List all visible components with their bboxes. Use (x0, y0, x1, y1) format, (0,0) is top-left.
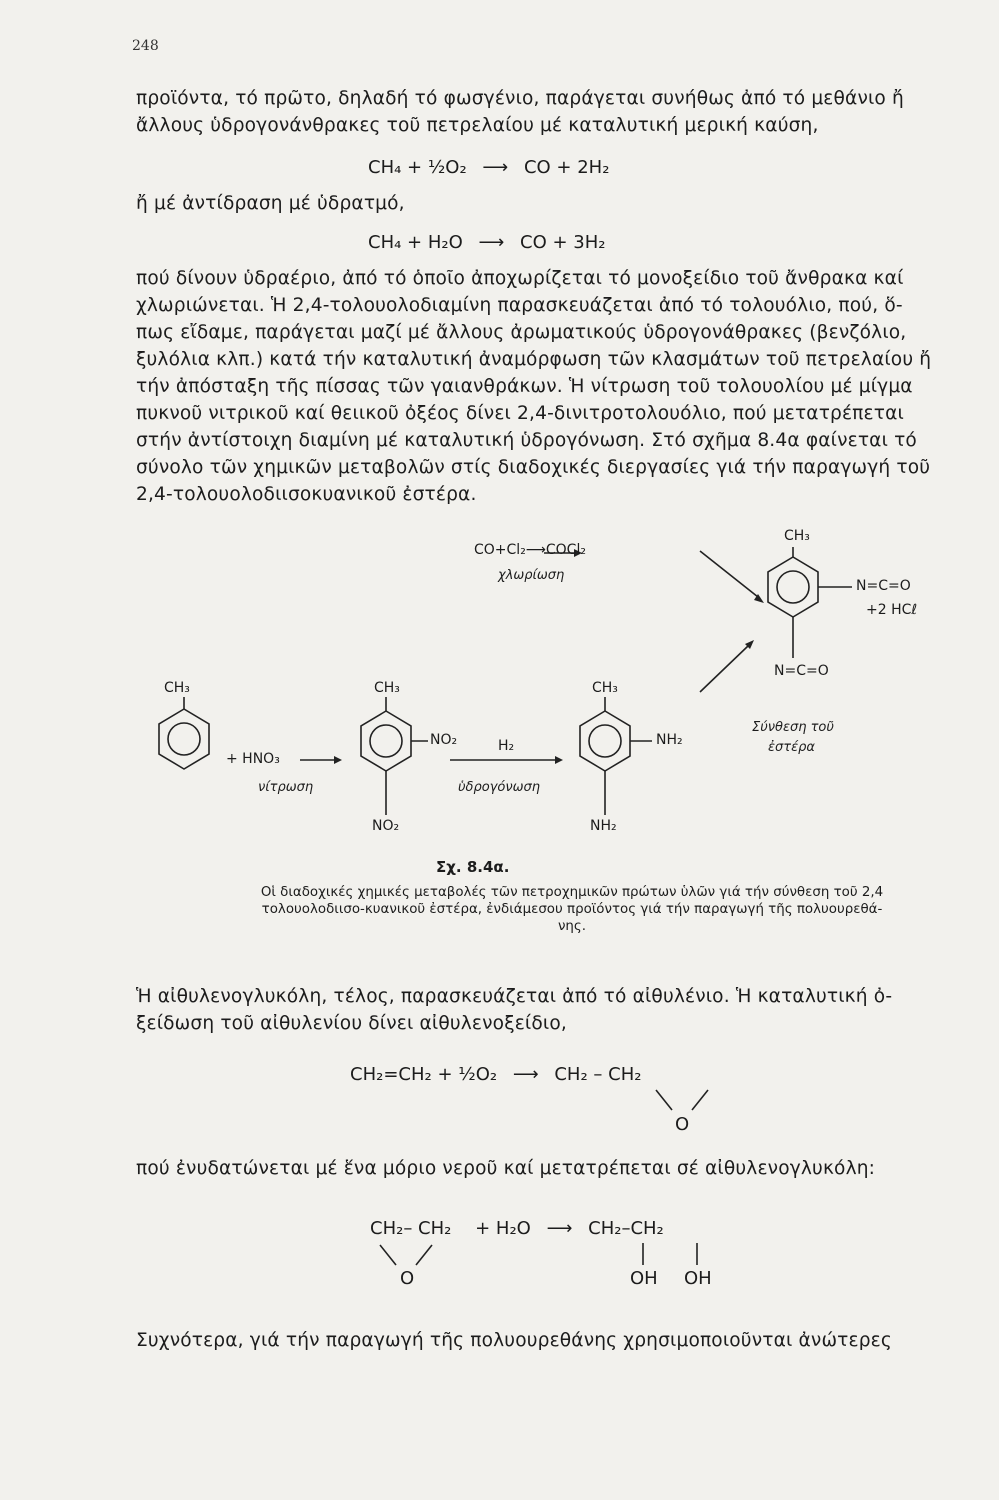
reaction-arrow: ⟶ (482, 157, 509, 178)
caption-line: Οἱ διαδοχικές χημικές μεταβολές τῶν πετροχημικῶν πρώτων ὑλῶν γιά τήν σύνθεση τοῦ 2,4 (260, 885, 884, 900)
arrow-phosgene (700, 551, 758, 597)
tdi-isocyanate-2: N=C=O (774, 663, 829, 679)
eq-left: CH₂– CH₂ (370, 1218, 452, 1239)
text-line: πυκνοῦ νιτρικοῦ καί θειικοῦ ὀξέος δίνει 2,4-δινιτροτολουόλιο, πού μετατρέπεται (136, 403, 904, 424)
text-line: ἄλλους ὑδρογονάνθρακες τοῦ πετρελαίου μέ καταλυτική μερική καύση, (136, 115, 819, 136)
dnt-methyl: CH₃ (374, 680, 400, 696)
hcl-byproduct: +2 HCℓ (866, 602, 918, 618)
paragraph-hydration (136, 1158, 964, 1180)
bond-epoxide-left (380, 1245, 396, 1265)
eq-right: CO + 3H₂ (520, 232, 606, 253)
equation-hydration-left (370, 1218, 664, 1239)
text-line: ξείδωση τοῦ αἰθυλενίου δίνει αἰθυλενοξείδιο, (136, 1013, 567, 1034)
text-line: πού δίνουν ὑδραέριο, ἀπό τό ὁποῖο ἀποχωρίζεται τό μονοξείδιο τοῦ ἄνθρακα καί (136, 268, 904, 289)
eq-left: CH₄ + ½O₂ (368, 157, 467, 178)
caption-line: τολουολοδιισο-κυανικοῦ ἐστέρα, ἐνδιάμεσου προϊόντος γιά τήν παραγωγή τῆς πολυουρεθά- (261, 902, 883, 917)
chlorination-label: χλωρίωση (498, 568, 565, 583)
text-line: σύνολο τῶν χημικῶν μεταβολῶν στίς διαδοχικές διεργασίες γιά τήν παραγωγή τοῦ (136, 457, 931, 478)
text-line: προϊόντα, τό πρῶτο, δηλαδή τό φωσγένιο, παράγεται συνήθως ἀπό τό μεθάνιο ἤ (136, 88, 904, 109)
text-line: πού ἐνυδατώνεται μέ ἕνα μόριο νεροῦ καί μετατρέπεται σέ αἰθυλενογλυκόλη: (136, 1158, 876, 1179)
dinitrotoluene-ring (361, 697, 428, 815)
toluenediamine-ring (580, 697, 652, 815)
bond-epoxide-right (416, 1245, 432, 1265)
text-line: ξυλόλια κλπ.) κατά τήν καταλυτική ἀναμόρφωση τῶν κλασμάτων τοῦ πετρελαίου ἤ (136, 349, 932, 370)
glycol-hydroxyl-2: OH (684, 1268, 712, 1289)
text-line: ἤ μέ ἀντίδραση μέ ὑδρατμό, (136, 193, 405, 214)
phosgene-equation: CO+Cl₂⟶COCl₂ (474, 542, 586, 558)
hydrogenation-label: ὑδρογόνωση (458, 780, 540, 795)
eq-left: CH₄ + H₂O (368, 232, 463, 253)
figure-caption-title: Σχ. 8.4α. (436, 858, 510, 876)
arrowhead-hydrogenation (555, 756, 563, 764)
page-number: 248 (132, 38, 159, 54)
eq-right: CH₂–CH₂ (588, 1218, 664, 1239)
hydrogen: H₂ (498, 738, 515, 754)
toluene-methyl: CH₃ (164, 680, 190, 696)
text-line: Συχνότερα, γιά τήν παραγωγή τῆς πολυουρεθάνης χρησιμοποιοῦνται ἀνώτερες (136, 1330, 892, 1351)
bond-eo-right (692, 1090, 708, 1110)
tda-amine-2: NH₂ (656, 732, 683, 748)
reaction-arrow: ⟶ (546, 1218, 573, 1239)
tdi-methyl: CH₃ (784, 528, 810, 544)
tda-amine-4: NH₂ (590, 818, 617, 834)
text-line: 2,4-τολουολοδιισοκυανικοῦ ἐστέρα. (136, 484, 477, 505)
figure-caption (172, 884, 972, 935)
toluene-ring (159, 697, 209, 769)
paragraph-glycol (136, 986, 964, 1035)
epoxide-oxygen: O (675, 1114, 690, 1135)
tdi-ring (768, 547, 852, 658)
tdi-isocyanate-1: N=C=O (856, 578, 911, 594)
arrowhead-nitration (334, 756, 342, 764)
nitration-label: νίτρωση (258, 780, 314, 795)
text-line: στήν ἀντίστοιχη διαμίνη μέ καταλυτική ὑδρογόνωση. Στό σχῆμα 8.4α φαίνεται τό (136, 430, 917, 451)
text-line: χλωριώνεται. Ἡ 2,4-τολουολοδιαμίνη παρασκευάζεται ἀπό τό τολουόλιο, πού, ὅ- (136, 295, 903, 316)
eq-left: CH₂=CH₂ + ½O₂ (350, 1064, 498, 1085)
glycol-hydroxyl-1: OH (630, 1268, 658, 1289)
epoxide-oxygen-2: O (400, 1268, 415, 1289)
dnt-nitro-4: NO₂ (372, 818, 400, 834)
eq-plus-water: + H₂O (475, 1218, 531, 1239)
tda-methyl: CH₃ (592, 680, 618, 696)
synthesis-label-1: Σύνθεση τοῦ (752, 720, 834, 735)
eq-right: CO + 2H₂ (523, 157, 610, 178)
synthesis-label-2: ἐστέρα (768, 740, 815, 755)
arrow-amine (700, 646, 748, 692)
text-line: Ἡ αἰθυλενογλυκόλη, τέλος, παρασκευάζεται ἀπό τό αἰθυλένιο. Ἡ καταλυτική ὀ- (136, 986, 893, 1007)
equation-ethylene-oxidation (350, 1064, 641, 1085)
dnt-nitro-2: NO₂ (430, 732, 458, 748)
paragraph-final (136, 1330, 964, 1352)
text-line: πως εἴδαμε, παράγεται μαζί μέ ἄλλους ἀρωματικούς ὑδρογονάθρακες (βενζόλιο, (136, 322, 907, 343)
reaction-arrow: ⟶ (478, 232, 505, 253)
reaction-arrow: ⟶ (512, 1064, 539, 1085)
text-line: τήν ἀπόσταξη τῆς πίσσας τῶν γαιανθράκων. Ἡ νίτρωση τοῦ τολουολίου μέ μίγμα (136, 376, 913, 397)
bond-eo-left (656, 1090, 672, 1110)
nitric-acid: + HNO₃ (226, 751, 280, 767)
eq-right: CH₂ – CH₂ (554, 1064, 642, 1085)
caption-line: νης. (557, 919, 587, 934)
